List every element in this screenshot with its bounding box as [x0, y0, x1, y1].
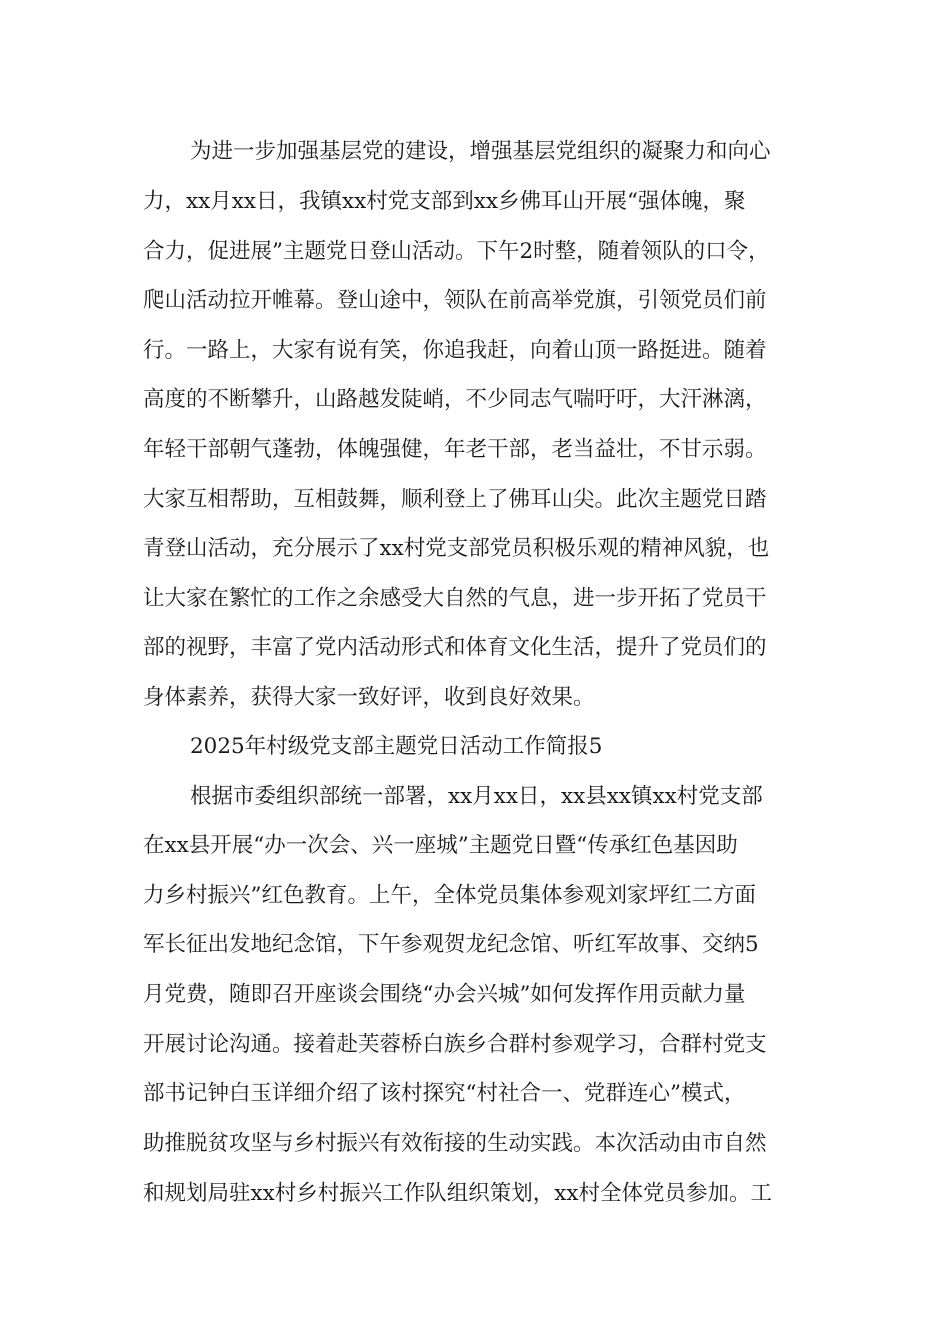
paragraph-line: 军长征出发地纪念馆，下午参观贺龙纪念馆、听红军故事、交纳5: [143, 932, 759, 957]
paragraph-line: 身体素养，获得大家一致好评，收到良好效果。: [143, 685, 595, 710]
paragraph-line: 力乡村振兴”红色教育。上午，全体党员集体参观刘家坪红二方面: [143, 883, 756, 908]
paragraph-line: 开展讨论沟通。接着赴芙蓉桥白族乡合群村参观学习，合群村党支: [143, 1032, 767, 1057]
paragraph-line: 让大家在繁忙的工作之余感受大自然的气息，进一步开拓了党员干: [143, 586, 767, 611]
section-heading: 2025年村级党支部主题党日活动工作简报5: [190, 734, 603, 759]
paragraph-line: 合力，促进展”主题党日登山活动。下午2时整，随着领队的口令，: [143, 239, 770, 264]
paragraph-line: 大家互相帮助，互相鼓舞，顺利登上了佛耳山尖。此次主题党日踏: [143, 487, 767, 512]
paragraph-line: 部书记钟白玉详细介绍了该村探究“村社合一、党群连心”模式，: [143, 1081, 746, 1106]
paragraph-line: 年轻干部朝气蓬勃，体魄强健，年老干部，老当益壮，不甘示弱。: [143, 437, 767, 462]
paragraph-line: 青登山活动，充分展示了xx村党支部党员积极乐观的精神风貌，也: [143, 536, 770, 561]
paragraph-line: 爬山活动拉开帷幕。登山途中，领队在前高举党旗，引领党员们前: [143, 288, 767, 313]
paragraph-line: 月党费，随即召开座谈会围绕“办会兴城”如何发挥作用贡献力量: [143, 982, 746, 1007]
paragraph-line: 和规划局驻xx村乡村振兴工作队组织策划，xx村全体党员参加。工: [143, 1181, 773, 1206]
paragraph-line: 助推脱贫攻坚与乡村振兴有效衔接的生动实践。本次活动由市自然: [143, 1131, 767, 1156]
paragraph-line: 部的视野，丰富了党内活动形式和体育文化生活，提升了党员们的: [143, 635, 767, 660]
paragraph-line: 力，xx月xx日，我镇xx村党支部到xx乡佛耳山开展“强体魄，聚: [143, 189, 746, 214]
paragraph-line: 高度的不断攀升，山路越发陡峭，不少同志气喘吁吁，大汗淋漓，: [143, 387, 767, 412]
paragraph-line: 在xx县开展“办一次会、兴一座城”主题党日暨“传承红色基因助: [143, 833, 738, 858]
paragraph-line: 为进一步加强基层党的建设，增强基层党组织的凝聚力和向心: [190, 139, 771, 164]
paragraph-line: 行。一路上，大家有说有笑，你追我赶，向着山顶一路挺进。随着: [143, 338, 767, 363]
paragraph-line: 根据市委组织部统一部署，xx月xx日，xx县xx镇xx村党支部: [190, 784, 763, 809]
